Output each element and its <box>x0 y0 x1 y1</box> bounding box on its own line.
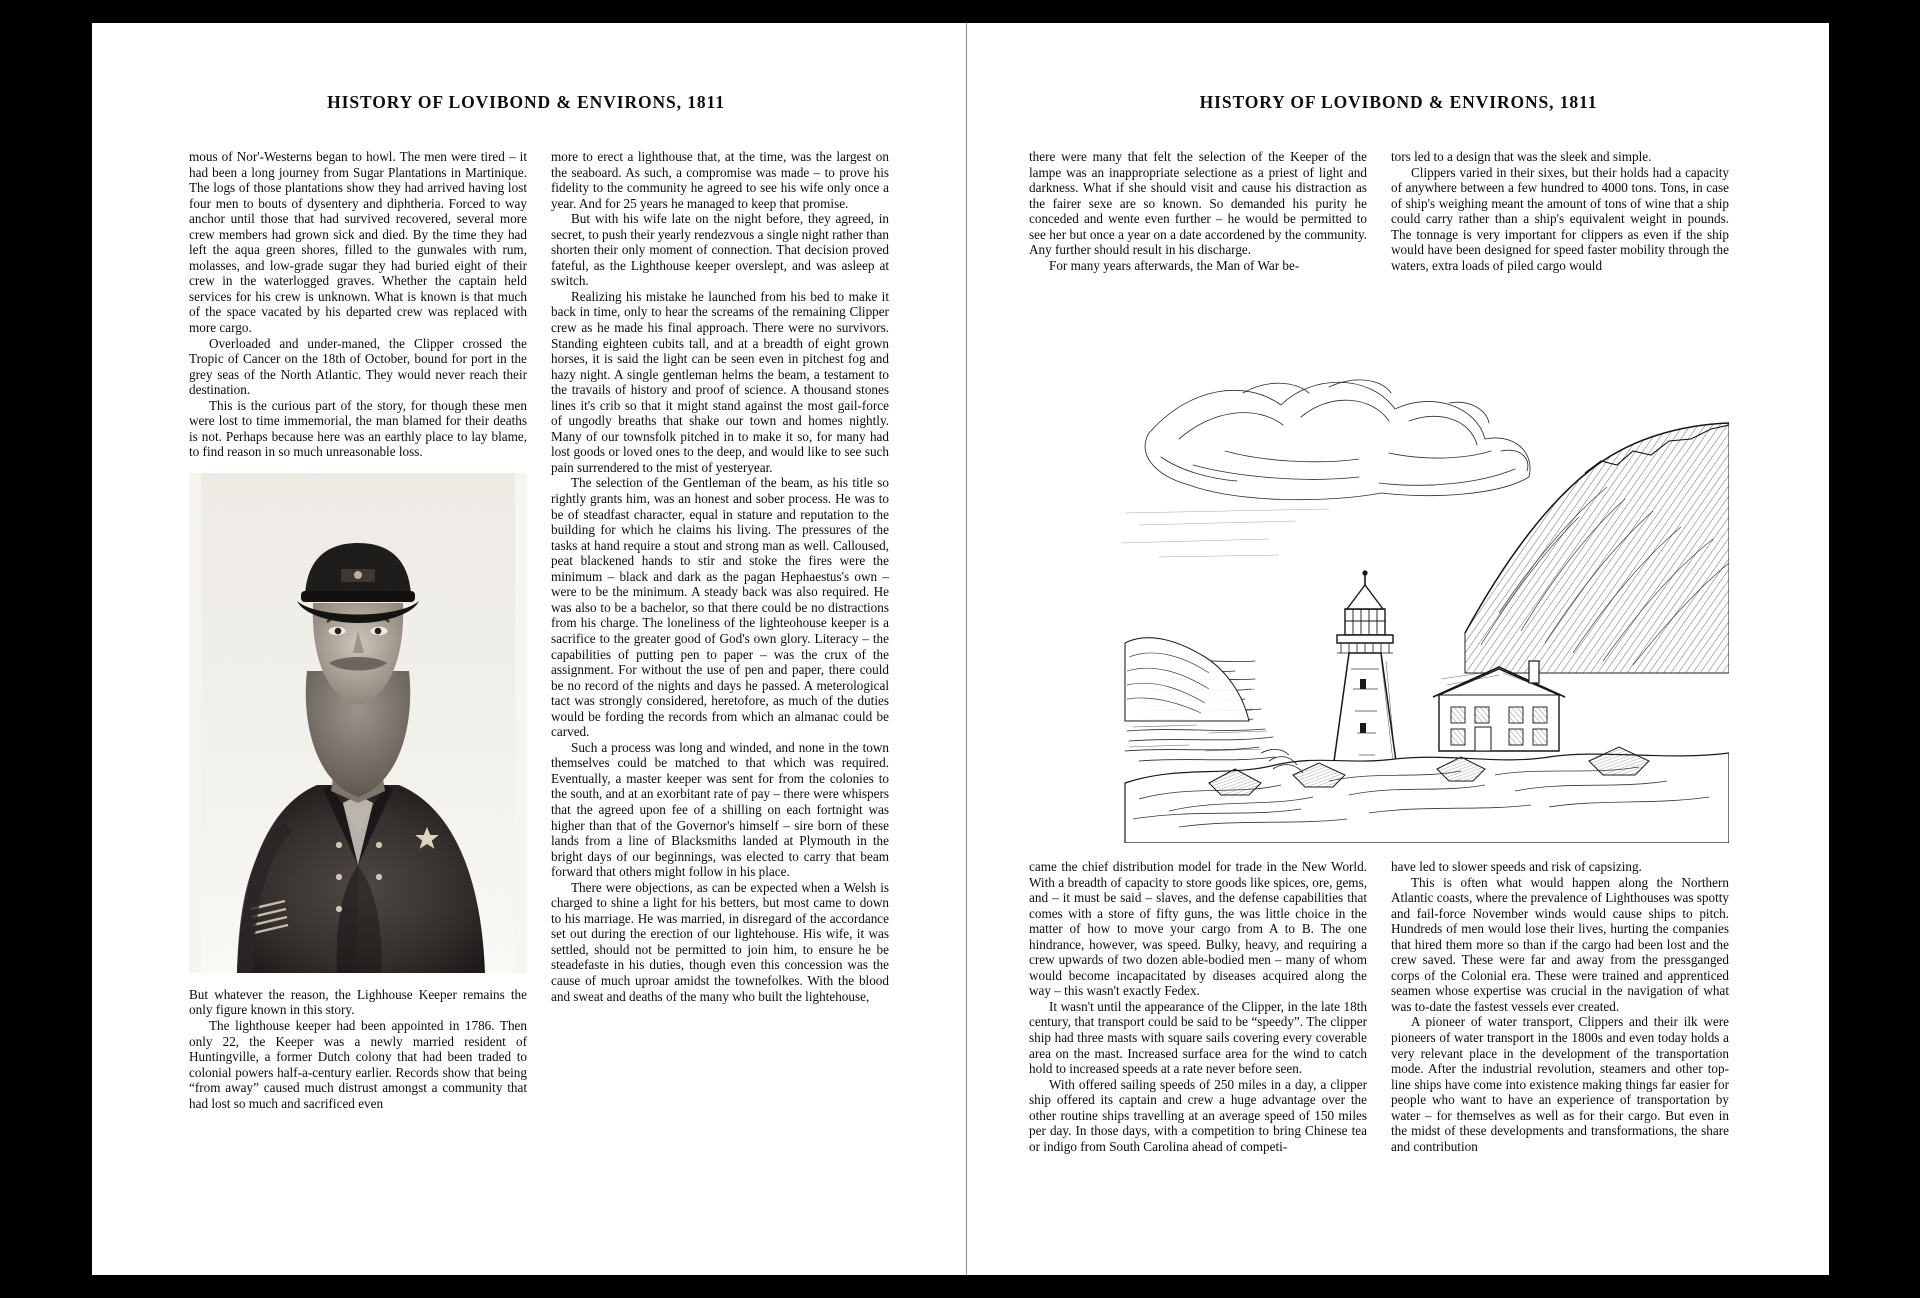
lighthouse-illustration-svg <box>1029 313 1729 843</box>
paragraph: mous of Nor'-Westerns began to howl. The men were tired – it had been a long journey from Sugar Plantations in Martinique. The logs of those plantations show they had arrived having lost four men to bouts of dysentery and diphtheria. Forced to way anchor until those that had survived recovered, several more crew members had grown sick and died. By the time they had left the aqua green shores, filled to the gunwales with rum, molasses, and low-grade sugar they had buried eight of their crew in the waterlogged graves. Whether the captain held services for his crew is unknown. What is known is that much of the space vacated by his departed crew was replaced with more cargo. <box>189 149 527 336</box>
paragraph: tors led to a design that was the sleek and simple. <box>1391 149 1652 164</box>
running-head-left: HISTORY OF LOVIBOND & ENVIRONS, 1811 <box>327 92 725 112</box>
left-page-columns <box>189 149 889 1111</box>
paragraph: This is often what would happen along the Northern Atlantic coasts, where the prevalence of Lighthouses was spotty and fail-force November winds would cause ships to pitch. Hundreds of men would lose their lives, hurting the companies that hired them more so than if the cargo had been lost and the crew saved. These were far and away from the pressganged corps of the Colonial era. These were trained and apprenticed seamen whose expertise was crucial in the navigation of what was to-date the fastest vessels ever created. <box>1391 874 1730 1014</box>
lighthouse-figure-wrapper <box>1029 299 1729 855</box>
paragraph: It wasn't until the appearance of the Clipper, in the late 18th century, that transport could be said to be “speedy”. The clipper ship had three masts with square sails covering every coverable area on the mast. Increased surface area for the wind to catch hold to increased speeds at a rate never before seen. <box>1029 998 1367 1077</box>
paragraph: With offered sailing speeds of 250 miles in a day, a clipper ship offered its captain and crew a huge advantage over the other routine ships travelling at an average speed of 150 miles per day. In those days, with a competition to bring Chinese tea or indigo from South Carolina ahead of competi- <box>1029 1076 1367 1154</box>
column-3-top <box>1029 149 1367 273</box>
paragraph: there were many that felt the selection of the Keeper of the lampe was an inappropriate selectione as a priest of light and darkness. What if she should visit and cause his distraction as the fairer sexe are so known. So demanded his purity he conceded and wente even further – he would be permitted to see her but once a year on a date accordened by the community. Any further should result in his discharge. <box>1029 149 1367 258</box>
paragraph: There were objections, as can be expected when a Welsh is charged to shine a light for his betters, but most came to down to his marriage. He was married, in disregard of the accordance set out during the erection of our lightehouse. His wife, it was settled, should not be permitted to join him, to ensure he be steadefaste in his duties, though even this concession was the cause of much uproar amidst the townefolkes. With the blood and sweat and deaths of the many who built the lightehouse, <box>551 879 889 1004</box>
paragraph: Such a process was long and winded, and none in the town themselves could be matched to that which was required. Eventually, a master keeper was sent for from the colonies to the south, and at an exorbitant rate of pay – there were whispers that the agreed upon fee of a shilling on each fortnight was higher than that of the Governor's himself – sire born of these lands from a line of Blacksmiths landed at Plymouth in the bright days of our beginnings, was elected to carry that beam forward that others might follow in his place. <box>551 739 889 880</box>
paragraph: have led to slower speeds and risk of capsizing. <box>1391 859 1642 874</box>
paragraph: Realizing his mistake he launched from his bed to make it back in time, only to hear the screams of the remaining Clipper crew as he made his final approach. There were no survivors. Standing eighteen cubits tall, and at a breadth of eight grown horses, it is said the light can be seen even in pitchest fog and hazy night. A single gentleman helms the beam, a testament to the travails of history and proof of science. A thousand stones lines it's crib so that it might stand against the most gail-force of ungodly breaths that shake our town and homes nightly. Many of our townsfolk pitched in to make it so, for many had lost goods or loved ones to the deep, and would like to see such pain surrendered to the mist of yesteryear. <box>551 288 889 475</box>
paragraph: more to erect a lighthouse that, at the time, was the largest on the seaboard. As such, a compromise was made – to prove his fidelity to the community he agreed to see his wife only once a year. And for 25 years he managed to keep that promise. <box>551 149 889 211</box>
portrait-illustration-svg <box>189 473 527 973</box>
right-page <box>966 23 1829 1275</box>
paragraph: came the chief distribution model for trade in the New World. With a breadth of capacity to store goods like spices, ore, gems, and – it must be said – slaves, and the defense capabilities that comes with a store of fifty guns, the was little choice in the matter of how to move your cargo from A to B. The one hindrance, however, was speed. Bulky, heavy, and requiring a crew upwards of two dozen able-bodied men – many of whom would become incapacitated by diseases acquired along the way – this wasn't exactly Fedex. <box>1029 859 1367 999</box>
paragraph: Overloaded and under-maned, the Clipper crossed the Tropic of Cancer on the 18th of October, bound for port in the grey seas of the North Atlantic. They would never reach their destination. <box>189 335 527 398</box>
paragraph: The lighthouse keeper had been appointed in 1786. Then only 22, the Keeper was a newly married resident of Huntingville, a former Dutch colony that had been traded to colonial powers half-a-century earlier. Records show that being “from away” caused much distrust amongst a community that had lost so much and sacrificed even <box>189 1018 527 1111</box>
figure-caption-spacer <box>189 973 527 987</box>
paragraph: But whatever the reason, the Lighhouse Keeper remains the only figure known in this story. <box>189 986 527 1018</box>
book-spread <box>92 23 1829 1275</box>
column-2 <box>551 149 889 1111</box>
paragraph: For many years afterwards, the Man of War be- <box>1049 257 1300 273</box>
column-3-bottom <box>1029 859 1367 1154</box>
paragraph: The selection of the Gentleman of the beam, as his title so rightly grants him, was an honest and sober process. He was to be of steadfast character, equal in stature and reputation to the building for which he claims his living. The pressures of the tasks at hand require a stout and strong man as well. Calloused, peat blackened hands to stir and stoke the fires were the minimum – black and dark as the pagan Hephaestus's own – were to be the minimum. A steady back was also required. He was also to be a bachelor, so that there could be no distractions from his charge. The loneliness of the lighteohouse keeper is a sacrifice to the greater good of God's own glory. Literacy – the capabilities of putting pen to paper – was the crux of the assignment. For without the use of pen and paper, there could be no record of the nights and days he passed. A meterological tact was strongly considered, heretofore, as much of the duties would be fording the records from which an almanac could be carved. <box>551 475 889 740</box>
right-page-columns-top <box>1029 149 1729 273</box>
right-page-columns-bottom <box>1029 859 1729 1154</box>
column-4-bottom <box>1391 859 1729 1154</box>
column-1 <box>189 149 527 1111</box>
lighthouse-on-the-headland-illustration <box>1029 313 1729 843</box>
paragraph: But with his wife late on the night before, they agreed, in secret, to push their yearly rendezvous a single night rather than shorten their only moment of connection. That decision proved fateful, as the Lighthouse keeper overslept, and was asleep at switch. <box>551 211 889 289</box>
running-head-right: HISTORY OF LOVIBOND & ENVIRONS, 1811 <box>1199 92 1598 112</box>
paragraph: A pioneer of water transport, Clippers and their ilk were pioneers of water transport in the 1800s and even today holds a very relevant place in the development of the transportation mode. After the industrial revolution, steamers and other top-line ships have come into existence making things far easier for people who want to have an experience of transportation by water – for themselves as well as for their cargo. But even in the midst of these developments and transformations, the share and contribution <box>1391 1014 1729 1154</box>
paragraph: This is the curious part of the story, for though these men were lost to time immemorial, the man blamed for their deaths is not. Perhaps because here was an earthly place to lay blame, to find reason in so much unreasonable loss. <box>189 397 527 460</box>
column-4-top <box>1391 149 1729 273</box>
paragraph: Clippers varied in their sixes, but their holds had a capacity of anywhere between a few hundred to 4000 tons. Tons, in case of ship's weighing meant the amount of tons of wine that a ship could carry rather than a ship's equivalent weight in pounds. The tonnage is very important for clippers as even if the ship would have been designed for speed faster mobility through the waters, extra loads of piled cargo would <box>1391 164 1729 273</box>
left-page <box>92 23 966 1275</box>
portrait-of-the-lighthouse-keeper <box>189 473 527 973</box>
